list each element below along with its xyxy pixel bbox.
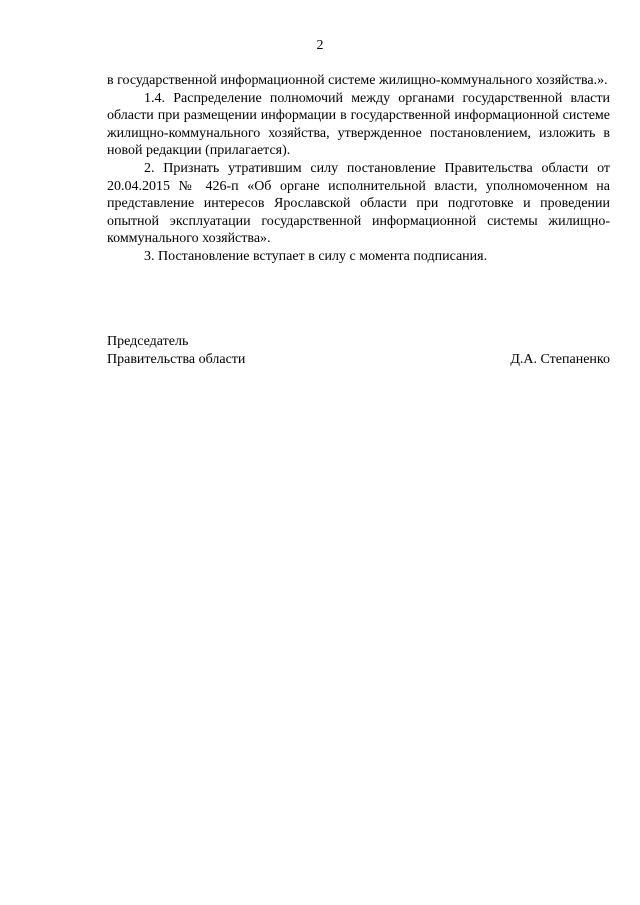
document-body — [107, 72, 610, 266]
signatory-title-line2: Правительства области — [107, 352, 246, 367]
paragraph-2: 2. Признать утратившим силу постановление Правительства области от 20.04.2015 № 426-п «Об органе исполнительной власти, уполномоченном на представление интересов Ярославской области при подготовке и проведении опытной эксплуатации государственной информационной системы жилищно-коммунального хозяйства». — [107, 160, 610, 247]
paragraph-3: 3. Постановление вступает в силу с момента подписания. — [144, 248, 488, 264]
signatory-title-line1: Председатель — [107, 334, 189, 349]
signatory-name: Д.А. Степаненко — [510, 352, 610, 367]
page-number: 2 — [316, 38, 324, 53]
signature-row — [107, 351, 610, 369]
paragraph-continuation: в государственной информационной системе жилищно-коммунального хозяйства.». — [107, 73, 608, 88]
signature-block — [107, 333, 610, 369]
paragraph-1-4: 1.4. Распределение полномочий между органами государственной власти области при размещении информации в государственной информационной системе жилищно-коммунального хозяйства, утвержденное постановлением, изложить в новой редакции (прилагается). — [107, 90, 610, 159]
